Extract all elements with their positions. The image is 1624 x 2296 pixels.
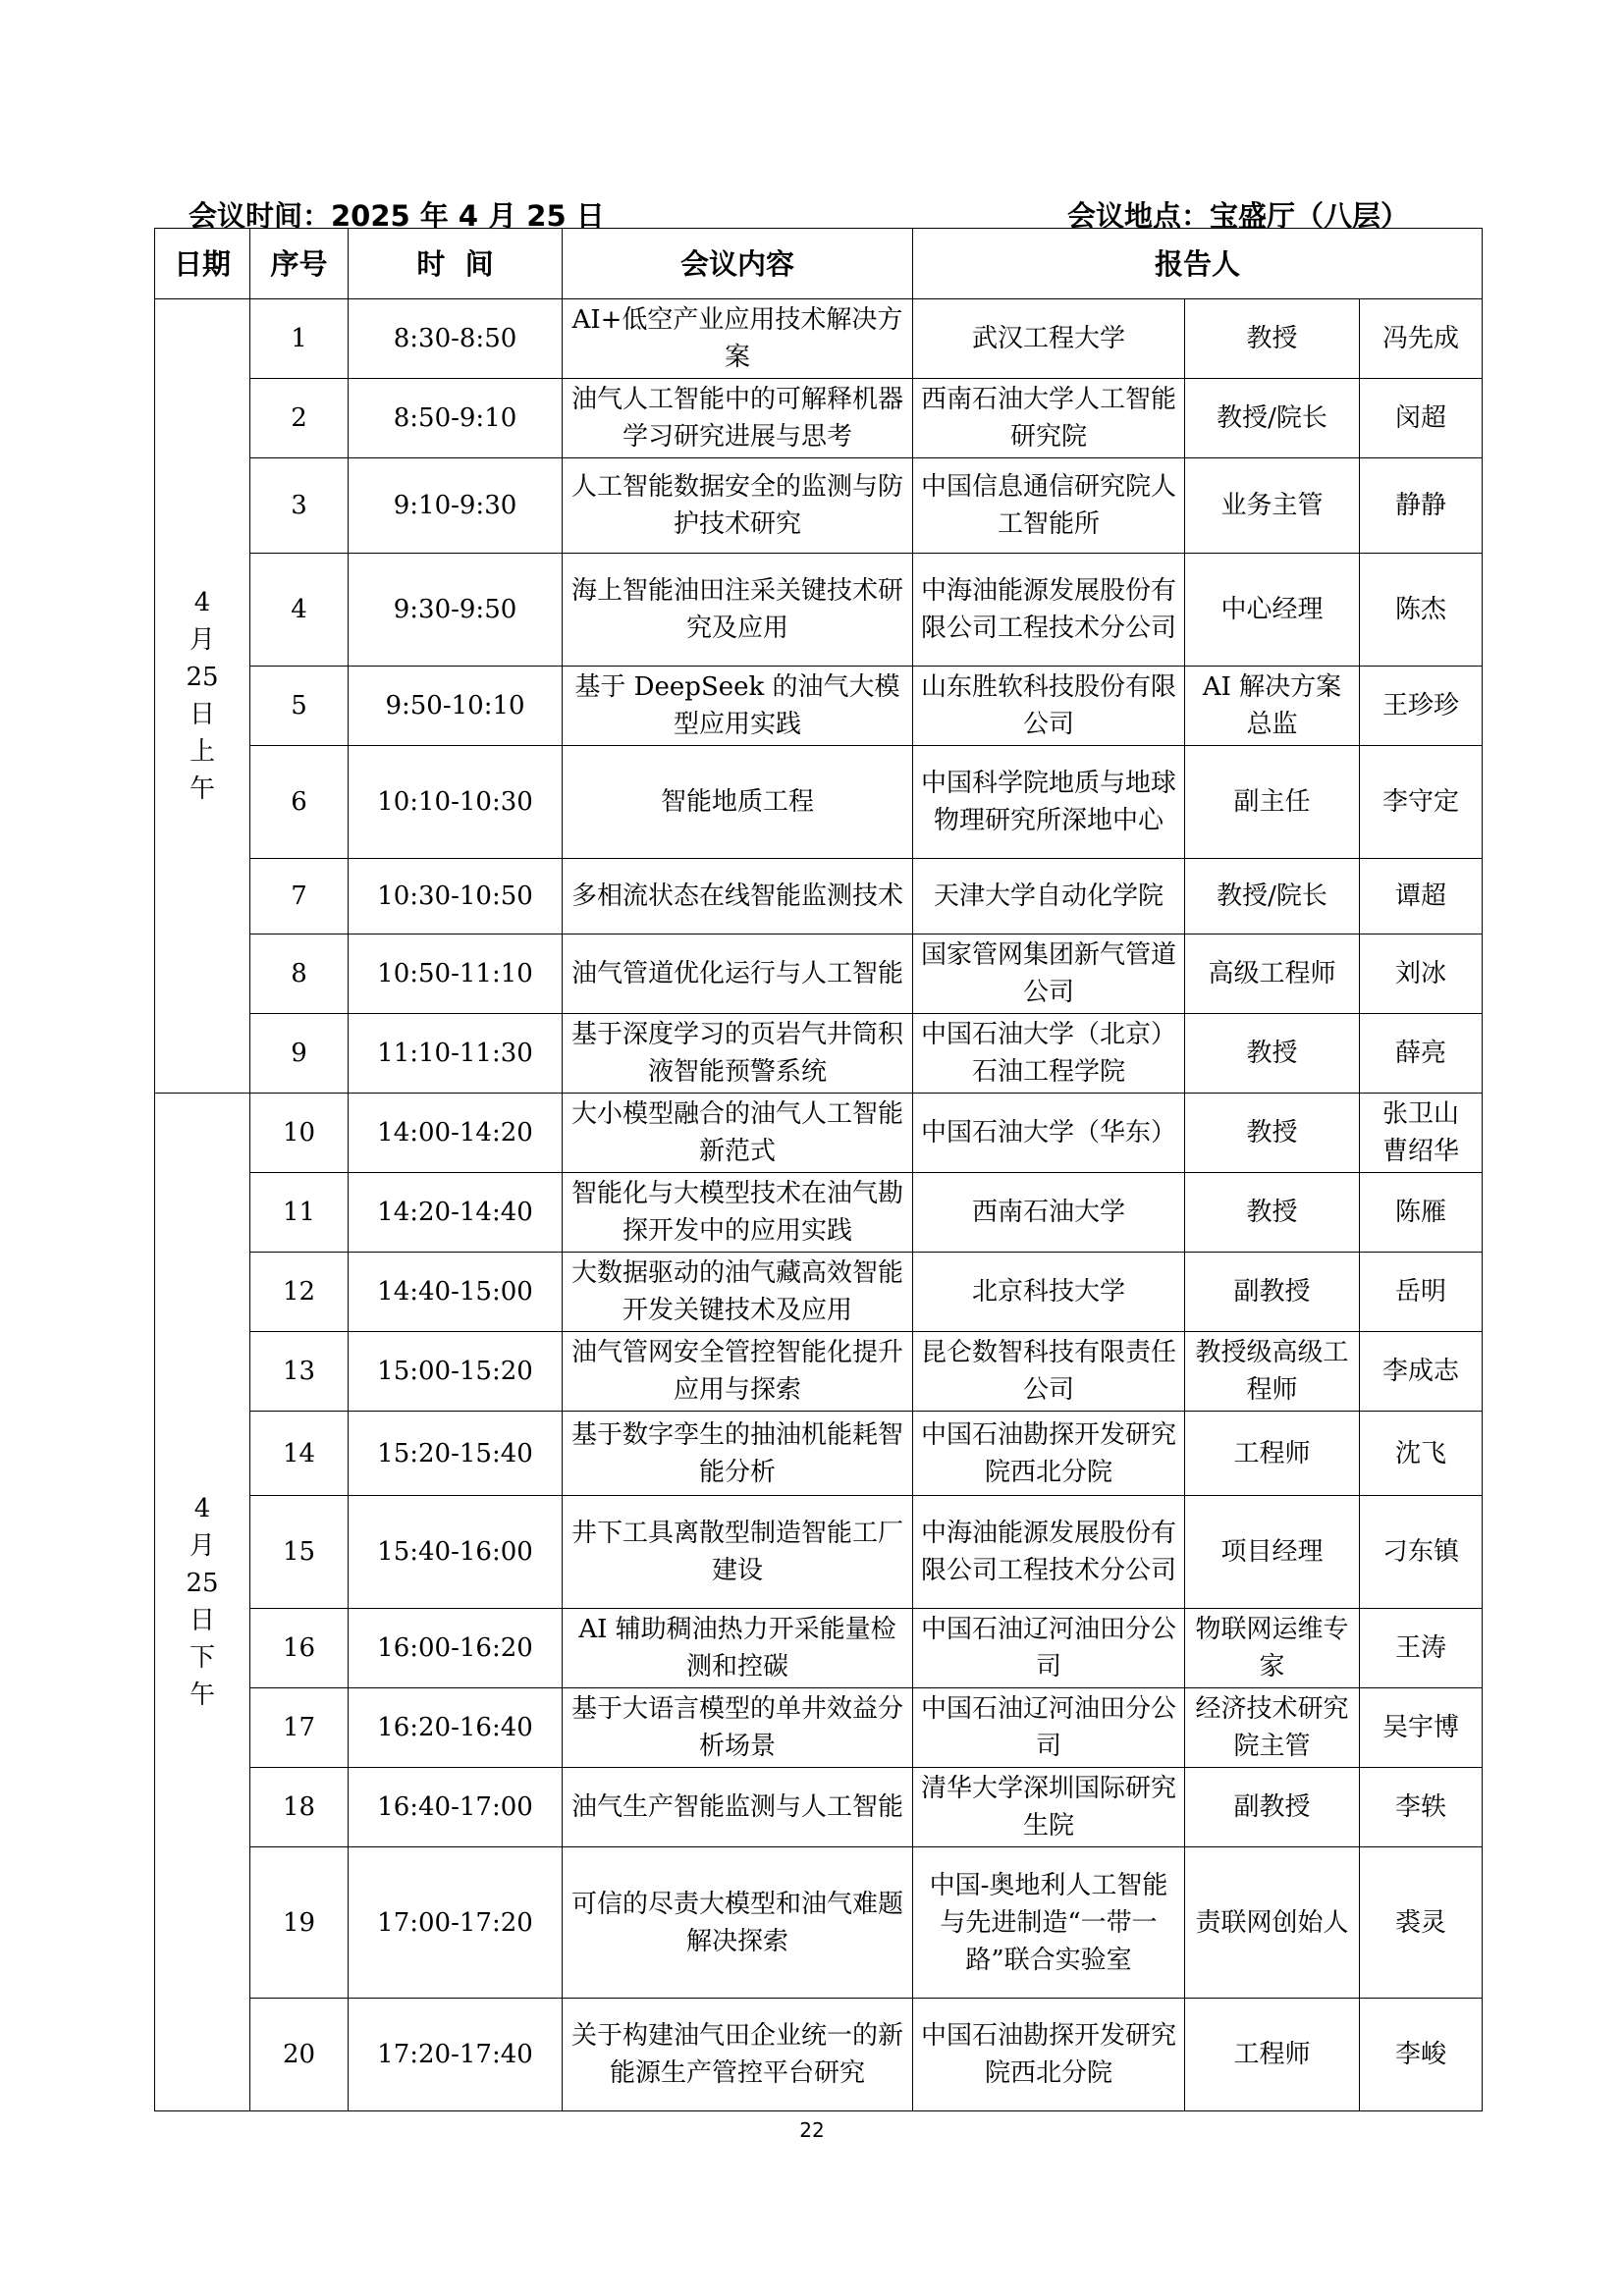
organization-cell: 中国科学院地质与地球物理研究所深地中心	[913, 746, 1185, 859]
date-char: 日	[189, 700, 215, 729]
table-row	[155, 1496, 1483, 1609]
topic-cell: 油气生产智能监测与人工智能	[563, 1768, 913, 1847]
topic-cell: 人工智能数据安全的监测与防护技术研究	[563, 458, 913, 554]
topic-cell: 油气人工智能中的可解释机器学习研究进展与思考	[563, 379, 913, 458]
speaker-name-cell: 陈雁	[1360, 1173, 1483, 1253]
schedule-body	[155, 299, 1483, 2111]
row-number-cell: 15	[250, 1496, 349, 1609]
time-cell: 9:50-10:10	[349, 667, 563, 746]
speaker-name-cell: 王涛	[1360, 1609, 1483, 1688]
table-row	[155, 1688, 1483, 1768]
time-cell: 8:30-8:50	[349, 299, 563, 379]
row-number-cell: 2	[250, 379, 349, 458]
row-number-cell: 20	[250, 1999, 349, 2111]
topic-cell: 井下工具离散型制造智能工厂建设	[563, 1496, 913, 1609]
time-cell: 15:40-16:00	[349, 1496, 563, 1609]
row-number-cell: 14	[250, 1412, 349, 1496]
date-char: 4	[193, 588, 211, 617]
table-row	[155, 554, 1483, 667]
organization-cell: 中国石油勘探开发研究院西北分院	[913, 1999, 1185, 2111]
time-cell: 15:00-15:20	[349, 1332, 563, 1412]
organization-cell: 西南石油大学人工智能研究院	[913, 379, 1185, 458]
speaker-name-cell: 李轶	[1360, 1768, 1483, 1847]
date-char: 上	[189, 737, 215, 767]
topic-cell: 油气管道优化运行与人工智能	[563, 934, 913, 1014]
table-row	[155, 379, 1483, 458]
schedule-table	[154, 228, 1483, 2111]
organization-cell: 山东胜软科技股份有限公司	[913, 667, 1185, 746]
speaker-title-cell: 工程师	[1185, 1412, 1360, 1496]
speaker-name-cell: 李守定	[1360, 746, 1483, 859]
speaker-name-cell: 李峻	[1360, 1999, 1483, 2111]
organization-cell: 昆仑数智科技有限责任公司	[913, 1332, 1185, 1412]
organization-cell: 中海油能源发展股份有限公司工程技术分公司	[913, 554, 1185, 667]
speaker-name-cell: 陈杰	[1360, 554, 1483, 667]
speaker-title-cell: AI 解决方案总监	[1185, 667, 1360, 746]
organization-cell: 西南石油大学	[913, 1173, 1185, 1253]
row-number-cell: 19	[250, 1847, 349, 1999]
time-cell: 14:20-14:40	[349, 1173, 563, 1253]
organization-cell: 中国石油大学（华东）	[913, 1094, 1185, 1173]
header-number: 序号	[250, 229, 349, 299]
speaker-title-cell: 副教授	[1185, 1768, 1360, 1847]
organization-cell: 中国信息通信研究院人工智能所	[913, 458, 1185, 554]
table-row	[155, 1094, 1483, 1173]
topic-cell: 基于 DeepSeek 的油气大模型应用实践	[563, 667, 913, 746]
row-number-cell: 17	[250, 1688, 349, 1768]
table-row	[155, 299, 1483, 379]
speaker-title-cell: 教授	[1185, 1014, 1360, 1094]
date-cell	[155, 299, 250, 1094]
time-cell: 16:00-16:20	[349, 1609, 563, 1688]
meeting-venue: 会议地点：宝盛厅（八层）	[1066, 199, 1409, 233]
speaker-name-cell: 王珍珍	[1360, 667, 1483, 746]
row-number-cell: 1	[250, 299, 349, 379]
meeting-time: 会议时间：2025 年 4 月 25 日	[189, 199, 605, 233]
table-row	[155, 1014, 1483, 1094]
topic-cell: 关于构建油气田企业统一的新能源生产管控平台研究	[563, 1999, 913, 2111]
speaker-title-cell: 教授	[1185, 1173, 1360, 1253]
topic-cell: 智能地质工程	[563, 746, 913, 859]
speaker-name-cell: 沈飞	[1360, 1412, 1483, 1496]
time-cell: 8:50-9:10	[349, 379, 563, 458]
speaker-name-cell: 刁东镇	[1360, 1496, 1483, 1609]
table-row	[155, 1768, 1483, 1847]
organization-cell: 清华大学深圳国际研究生院	[913, 1768, 1185, 1847]
table-row	[155, 1609, 1483, 1688]
table-row	[155, 746, 1483, 859]
date-char: 月	[189, 1531, 215, 1561]
speaker-name-cell: 静静	[1360, 458, 1483, 554]
table-row	[155, 1253, 1483, 1332]
row-number-cell: 18	[250, 1768, 349, 1847]
row-number-cell: 16	[250, 1609, 349, 1688]
organization-cell: 国家管网集团新气管道公司	[913, 934, 1185, 1014]
time-cell: 10:50-11:10	[349, 934, 563, 1014]
speaker-title-cell: 教授	[1185, 1094, 1360, 1173]
row-number-cell: 12	[250, 1253, 349, 1332]
speaker-title-cell: 副主任	[1185, 746, 1360, 859]
date-cell	[155, 1094, 250, 2111]
date-char: 午	[189, 774, 215, 804]
topic-cell: 大数据驱动的油气藏高效智能开发关键技术及应用	[563, 1253, 913, 1332]
speaker-name-cell: 冯先成	[1360, 299, 1483, 379]
speaker-name-cell: 李成志	[1360, 1332, 1483, 1412]
row-number-cell: 5	[250, 667, 349, 746]
speaker-name-cell: 裘灵	[1360, 1847, 1483, 1999]
organization-cell: 武汉工程大学	[913, 299, 1185, 379]
speaker-title-cell: 责联网创始人	[1185, 1847, 1360, 1999]
speaker-title-cell: 教授级高级工程师	[1185, 1332, 1360, 1412]
row-number-cell: 6	[250, 746, 349, 859]
organization-cell: 中国石油辽河油田分公司	[913, 1688, 1185, 1768]
topic-cell: 油气管网安全管控智能化提升应用与探索	[563, 1332, 913, 1412]
topic-cell: 基于深度学习的页岩气井筒积液智能预警系统	[563, 1014, 913, 1094]
organization-cell: 中国-奥地利人工智能与先进制造“一带一路”联合实验室	[913, 1847, 1185, 1999]
organization-cell: 中国石油大学（北京）石油工程学院	[913, 1014, 1185, 1094]
row-number-cell: 4	[250, 554, 349, 667]
date-char: 25	[186, 663, 219, 692]
time-cell: 10:30-10:50	[349, 859, 563, 934]
speaker-title-cell: 业务主管	[1185, 458, 1360, 554]
table-row	[155, 1173, 1483, 1253]
date-char: 下	[189, 1643, 215, 1673]
table-row	[155, 1999, 1483, 2111]
speaker-name-cell: 岳明	[1360, 1253, 1483, 1332]
time-cell: 14:40-15:00	[349, 1253, 563, 1332]
time-cell: 17:20-17:40	[349, 1999, 563, 2111]
speaker-title-cell: 教授/院长	[1185, 379, 1360, 458]
organization-cell: 中国石油辽河油田分公司	[913, 1609, 1185, 1688]
date-char: 日	[189, 1606, 215, 1635]
time-cell: 17:00-17:20	[349, 1847, 563, 1999]
row-number-cell: 8	[250, 934, 349, 1014]
topic-cell: 可信的尽责大模型和油气难题解决探索	[563, 1847, 913, 1999]
table-row	[155, 667, 1483, 746]
date-char: 4	[193, 1494, 211, 1523]
speaker-name-cell: 薛亮	[1360, 1014, 1483, 1094]
topic-cell: AI+低空产业应用技术解决方案	[563, 299, 913, 379]
speaker-title-cell: 经济技术研究院主管	[1185, 1688, 1360, 1768]
time-cell: 9:10-9:30	[349, 458, 563, 554]
speaker-name-cell: 闵超	[1360, 379, 1483, 458]
header-time: 时 间	[349, 229, 563, 299]
time-cell: 11:10-11:30	[349, 1014, 563, 1094]
time-cell: 14:00-14:20	[349, 1094, 563, 1173]
topic-cell: 智能化与大模型技术在油气勘探开发中的应用实践	[563, 1173, 913, 1253]
time-cell: 9:30-9:50	[349, 554, 563, 667]
table-header-row	[155, 229, 1483, 299]
time-cell: 16:20-16:40	[349, 1688, 563, 1768]
date-char: 月	[189, 625, 215, 655]
table-row	[155, 1332, 1483, 1412]
organization-cell: 北京科技大学	[913, 1253, 1185, 1332]
speaker-title-cell: 中心经理	[1185, 554, 1360, 667]
row-number-cell: 13	[250, 1332, 349, 1412]
row-number-cell: 7	[250, 859, 349, 934]
header-speaker: 报告人	[913, 229, 1483, 299]
table-row	[155, 859, 1483, 934]
topic-cell: AI 辅助稠油热力开采能量检测和控碳	[563, 1609, 913, 1688]
time-cell: 10:10-10:30	[349, 746, 563, 859]
header-content: 会议内容	[563, 229, 913, 299]
speaker-name-cell: 谭超	[1360, 859, 1483, 934]
time-cell: 16:40-17:00	[349, 1768, 563, 1847]
page-number: 22	[799, 2118, 825, 2142]
topic-cell: 海上智能油田注采关键技术研究及应用	[563, 554, 913, 667]
speaker-title-cell: 物联网运维专家	[1185, 1609, 1360, 1688]
table-row	[155, 1847, 1483, 1999]
header-date: 日期	[155, 229, 250, 299]
row-number-cell: 9	[250, 1014, 349, 1094]
speaker-title-cell: 教授	[1185, 299, 1360, 379]
speaker-title-cell: 工程师	[1185, 1999, 1360, 2111]
organization-cell: 中国石油勘探开发研究院西北分院	[913, 1412, 1185, 1496]
topic-cell: 大小模型融合的油气人工智能新范式	[563, 1094, 913, 1173]
speaker-title-cell: 副教授	[1185, 1253, 1360, 1332]
date-char: 午	[189, 1681, 215, 1710]
topic-cell: 多相流状态在线智能监测技术	[563, 859, 913, 934]
time-cell: 15:20-15:40	[349, 1412, 563, 1496]
organization-cell: 中海油能源发展股份有限公司工程技术分公司	[913, 1496, 1185, 1609]
row-number-cell: 10	[250, 1094, 349, 1173]
speaker-title-cell: 教授/院长	[1185, 859, 1360, 934]
table-row	[155, 1412, 1483, 1496]
speaker-title-cell: 项目经理	[1185, 1496, 1360, 1609]
speaker-name-cell: 刘冰	[1360, 934, 1483, 1014]
speaker-name-cell: 张卫山 曹绍华	[1360, 1094, 1483, 1173]
date-char: 25	[186, 1569, 219, 1598]
table-row	[155, 934, 1483, 1014]
topic-cell: 基于大语言模型的单井效益分析场景	[563, 1688, 913, 1768]
speaker-name-cell: 吴宇博	[1360, 1688, 1483, 1768]
table-row	[155, 458, 1483, 554]
topic-cell: 基于数字孪生的抽油机能耗智能分析	[563, 1412, 913, 1496]
row-number-cell: 11	[250, 1173, 349, 1253]
row-number-cell: 3	[250, 458, 349, 554]
organization-cell: 天津大学自动化学院	[913, 859, 1185, 934]
speaker-title-cell: 高级工程师	[1185, 934, 1360, 1014]
